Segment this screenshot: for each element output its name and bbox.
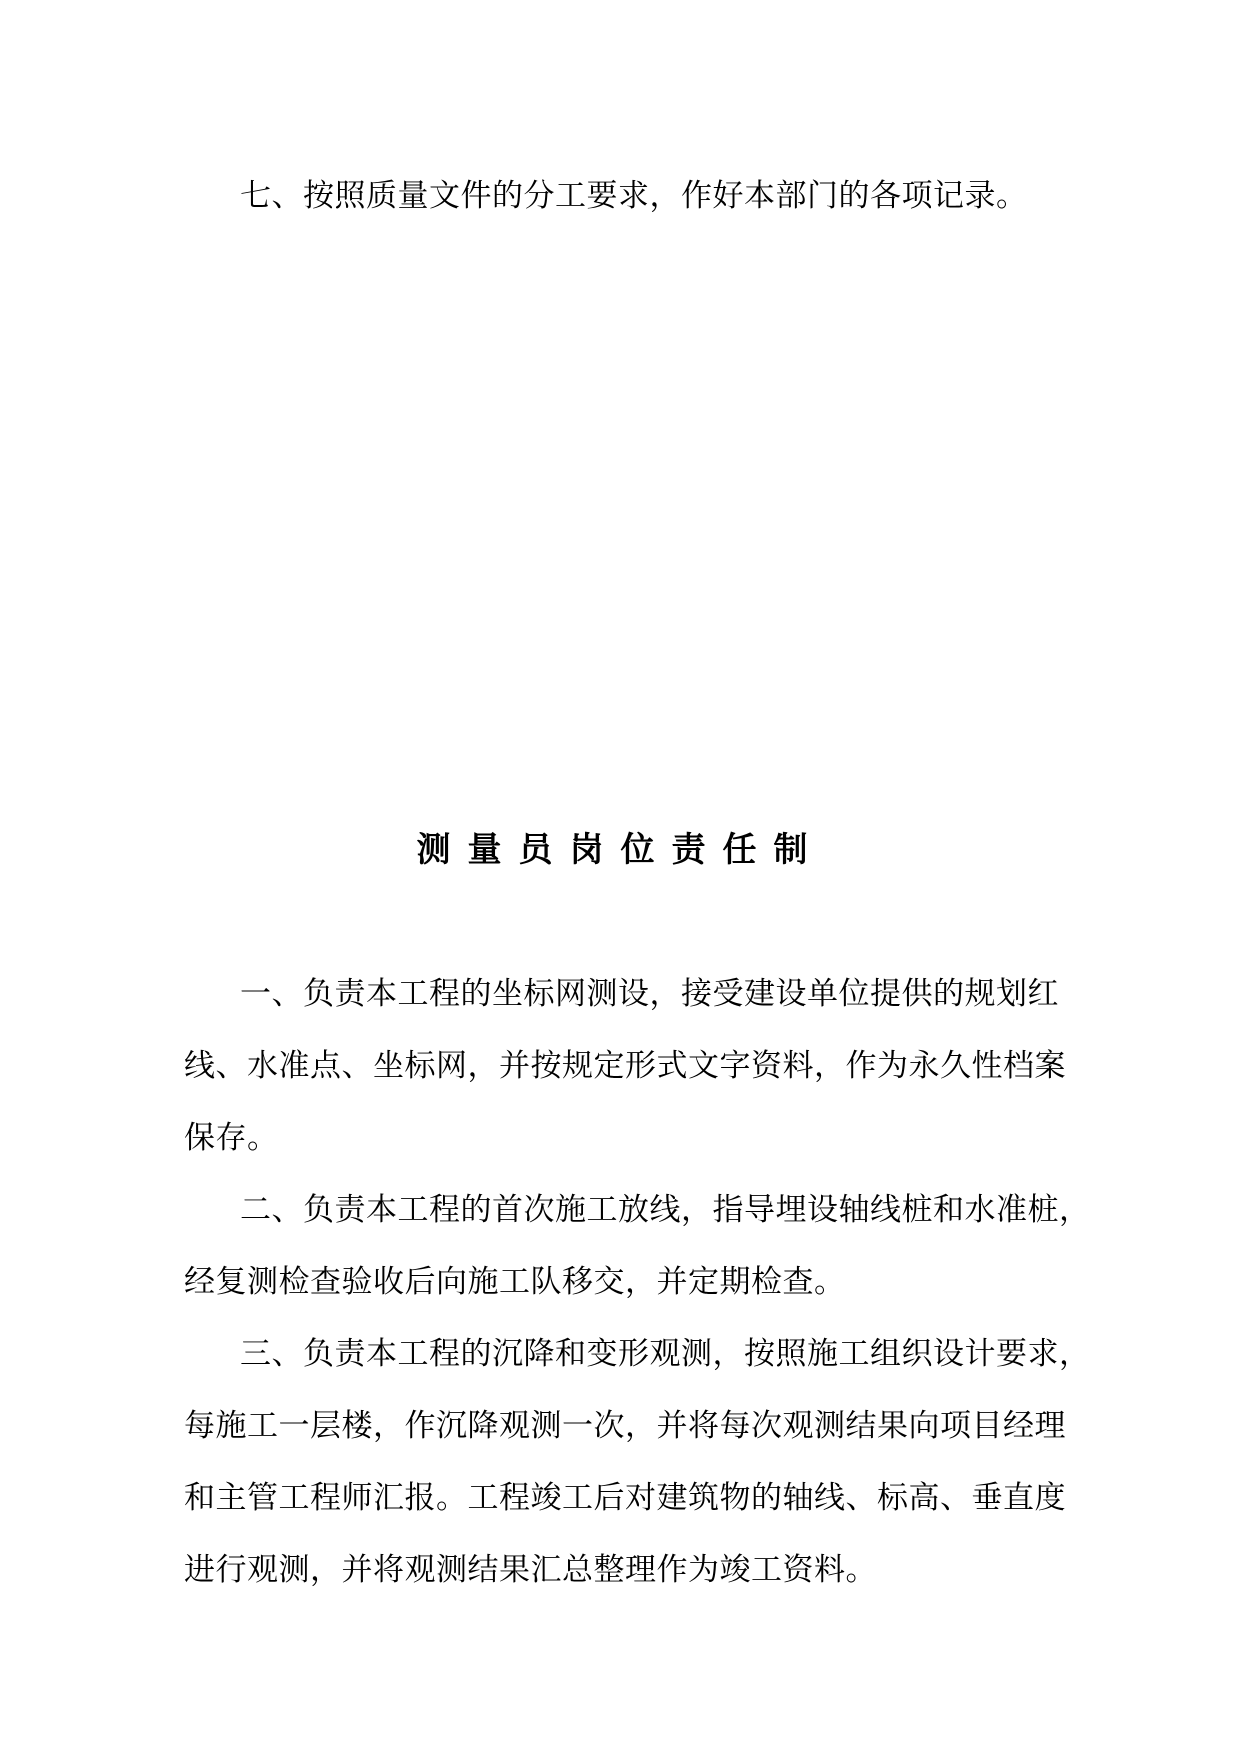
paragraph-2-line-2: 经复测检查验收后向施工队移交，并定期检查。 <box>184 1264 846 1300</box>
paragraph-3-line-3: 和主管工程师汇报。工程竣工后对建筑物的轴线、标高、垂直度 <box>184 1480 1066 1516</box>
paragraph-3-line-4: 进行观测，并将观测结果汇总整理作为竣工资料。 <box>184 1552 877 1588</box>
paragraph-3-line-2: 每施工一层楼，作沉降观测一次，并将每次观测结果向项目经理 <box>184 1408 1066 1444</box>
paragraph-1-line-3: 保存。 <box>184 1120 279 1156</box>
page-title: 测量员岗位责任制 <box>416 830 825 870</box>
paragraph-1-line-2: 线、水准点、坐标网，并按规定形式文字资料，作为永久性档案 <box>184 1048 1066 1084</box>
paragraph-2-line-1: 二、负责本工程的首次施工放线，指导埋设轴线桩和水准桩， <box>240 1192 1091 1228</box>
paragraph-1-line-1: 一、负责本工程的坐标网测设，接受建设单位提供的规划红 <box>240 976 1059 1012</box>
paragraph-3-line-1: 三、负责本工程的沉降和变形观测，按照施工组织设计要求， <box>240 1336 1091 1372</box>
paragraph-seven: 七、按照质量文件的分工要求，作好本部门的各项记录。 <box>240 178 1028 214</box>
